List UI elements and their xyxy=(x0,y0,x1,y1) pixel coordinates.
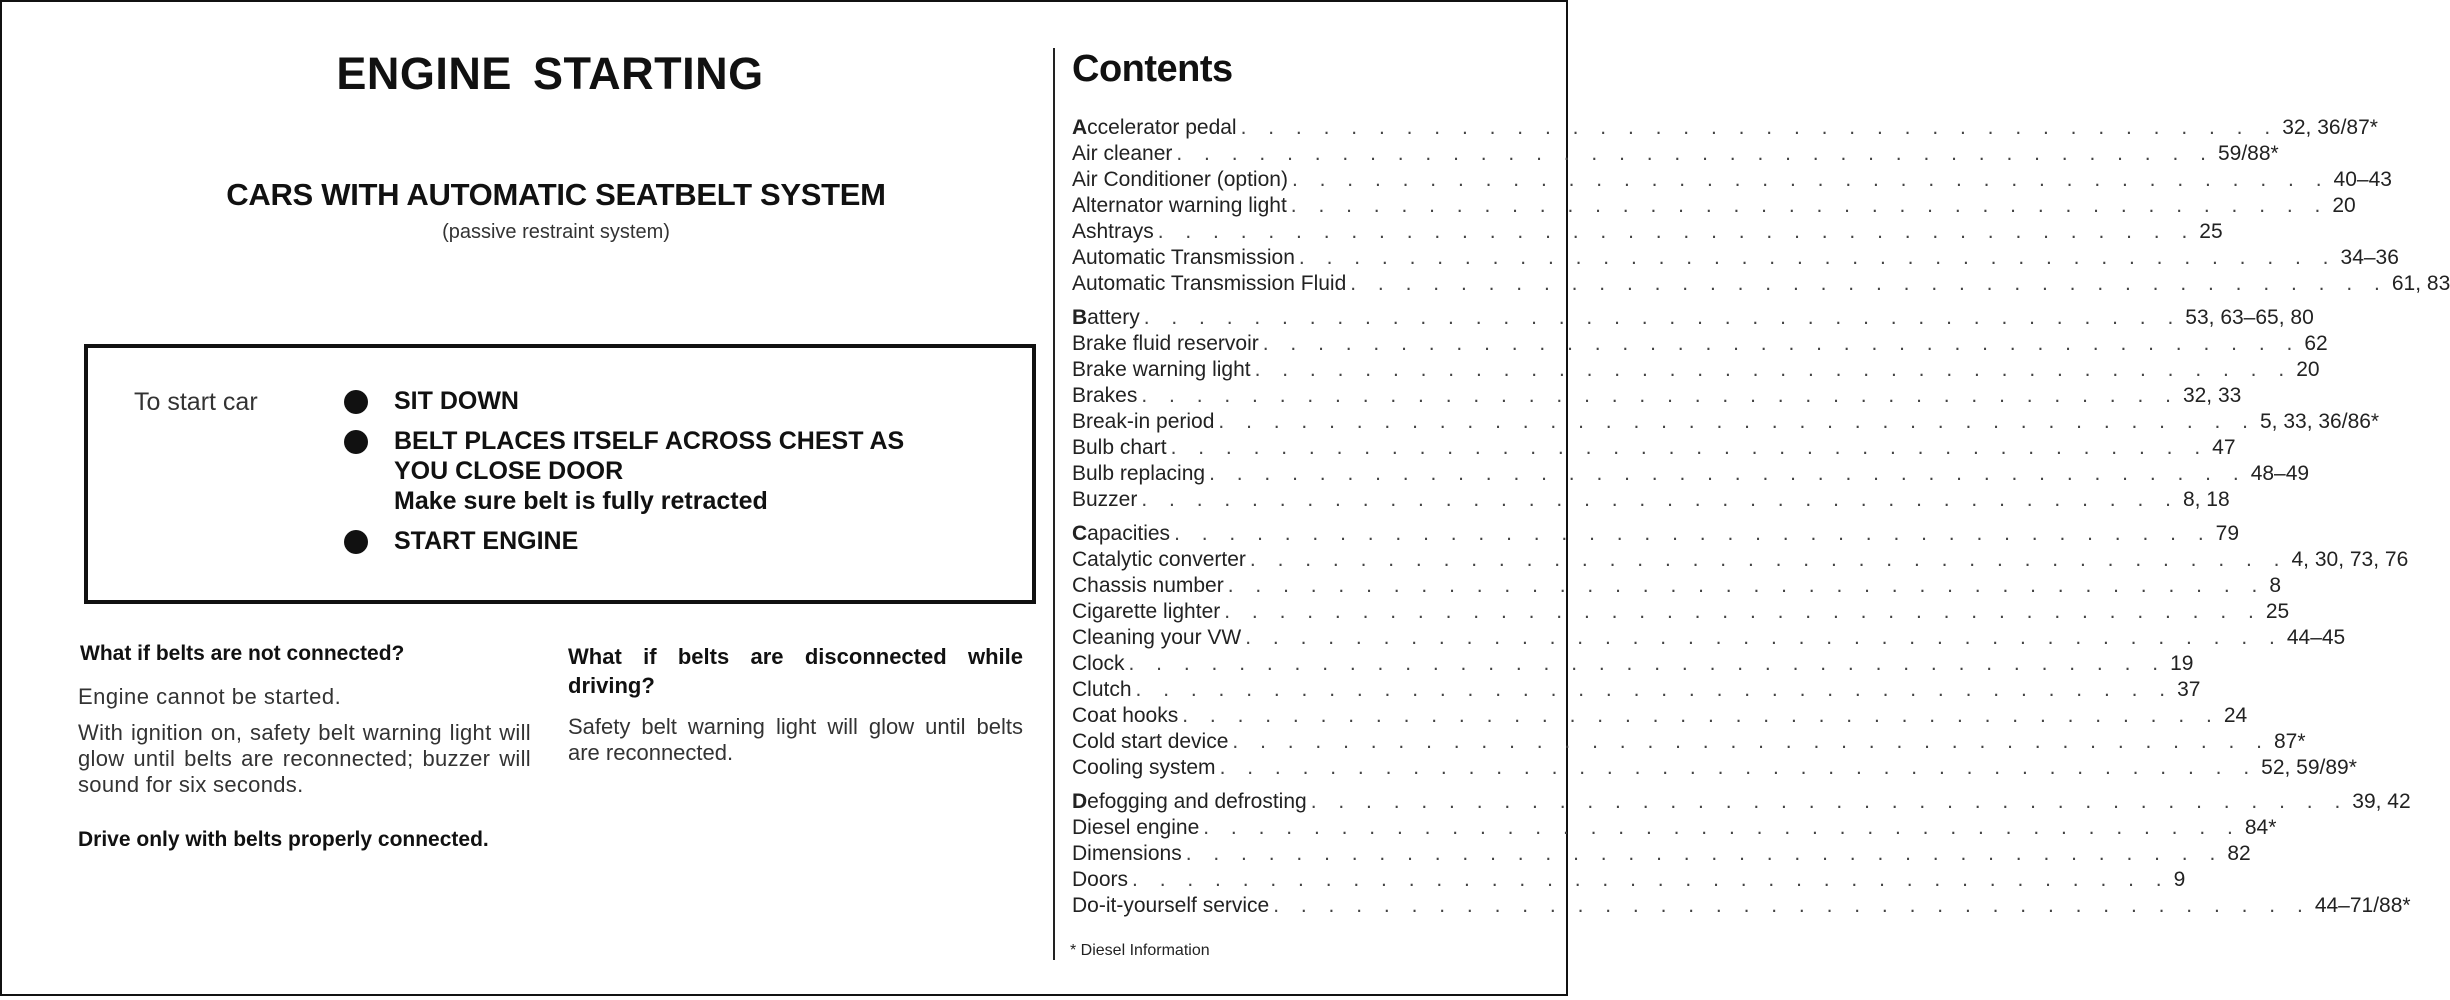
entry-pages: 8 xyxy=(2269,574,2282,597)
leader-dots: . . . . . . . . . . . . . . . . . . . . . . . . . . . . . . . . . . . . . . xyxy=(1218,410,2256,433)
leader-dots: . . . . . . . . . . . . . . . . . . . . . . . . . . . . . . . . . . . . . . xyxy=(1254,358,2293,381)
start-step xyxy=(344,426,984,516)
entry-term: Automatic Transmission xyxy=(1072,246,1295,269)
entry-pages: 20 xyxy=(2332,194,2356,217)
contents-entry xyxy=(1072,704,2248,730)
leader-dots: . . . . . . . . . . . . . . . . . . . . . . . . . . . . . . . . . . . . . . xyxy=(1350,272,2388,295)
contents-entry xyxy=(1072,756,2357,782)
entry-term: Ashtrays xyxy=(1072,220,1154,243)
step-text: SIT DOWN xyxy=(394,387,519,415)
entry-term: Do-it-yourself service xyxy=(1072,894,1270,917)
contents-entry xyxy=(1072,462,2310,488)
leader-dots: . . . . . . . . . . . . . . . . . . . . . . . . . . . . . . . . . . . . . . xyxy=(1262,332,2301,355)
contents-letter-group xyxy=(1072,116,2450,298)
leader-dots: . . . . . . . . . . . . . . . . . . . . . . . . . . . . . . . . . . . . . . xyxy=(1227,574,2266,597)
entry-term: Dimensions xyxy=(1072,842,1182,865)
entry-term: Accelerator pedal xyxy=(1072,116,1237,139)
entry-term: Battery xyxy=(1072,306,1140,329)
contents-entry xyxy=(1072,168,2392,194)
entry-term: Cold start device xyxy=(1072,730,1229,753)
entry-pages: 24 xyxy=(2223,704,2248,727)
leader-dots: . . . . . . . . . . . . . . . . . . . . . . . . . . . . . . . . . . . . . . xyxy=(1290,194,2329,217)
entry-term: Break-in period xyxy=(1072,410,1215,433)
entry-pages: 40–43 xyxy=(2333,168,2392,191)
entry-term: Buzzer xyxy=(1072,488,1138,511)
step-text: BELT PLACES ITSELF ACROSS CHEST AS xyxy=(394,427,905,455)
leader-dots: . . . . . . . . . . . . . . . . . . . . . . . . . . . . . . . . . . . . . . xyxy=(1310,790,2349,813)
page-title: ENGINE STARTING xyxy=(336,48,764,99)
entry-term: Brake fluid reservoir xyxy=(1072,332,1259,355)
contents-entry xyxy=(1072,600,2290,626)
entry-term: Chassis number xyxy=(1072,574,1224,597)
contents-entry xyxy=(1072,548,2409,574)
entry-pages: 84* xyxy=(2244,816,2277,839)
leader-dots: . . . . . . . . . . . . . . . . . . . . . . . . . . . . . . . . . . . . . . xyxy=(1132,868,2170,891)
entry-pages: 32, 33 xyxy=(2182,384,2242,407)
contents-entry xyxy=(1072,272,2450,298)
contents-entry xyxy=(1072,868,2186,894)
entry-term: Alternator warning light xyxy=(1072,194,1287,217)
start-instructions-box xyxy=(84,344,1036,604)
leader-dots: . . . . . . . . . . . . . . . . . . . . . . . . . . . . . . . . . . . . . . xyxy=(1135,678,2174,701)
contents-entry xyxy=(1072,678,2201,704)
entry-pages: 52, 59/89* xyxy=(2261,756,2357,779)
entry-term: Doors xyxy=(1072,868,1129,891)
step-text: START ENGINE xyxy=(394,527,579,555)
leader-dots: . . . . . . . . . . . . . . . . . . . . . . . . . . . . . . . . . . . . . . xyxy=(1219,756,2258,779)
entry-pages: 4, 30, 73, 76 xyxy=(2291,548,2409,571)
leader-dots: . . . . . . . . . . . . . . . . . . . . . . . . . . . . . . . . . . . . . . xyxy=(1273,894,2311,917)
leader-dots: . . . . . . . . . . . . . . . . . . . . . . . . . . . . . . . . . . . . . . xyxy=(1174,522,2212,545)
leader-dots: . . . . . . . . . . . . . . . . . . . . . . . . . . . . . . . . . . . . . . xyxy=(1185,842,2224,865)
contents-entry xyxy=(1072,842,2251,868)
contents-entry xyxy=(1072,194,2356,220)
answer-not-connected-2: With ignition on, safety belt warning light will glow until belts are reconnected; buzzer will sound for six seconds. xyxy=(78,720,531,797)
start-step xyxy=(344,526,984,556)
leader-dots: . . . . . . . . . . . . . . . . . . . . . . . . . . . . . . . . . . . . . . xyxy=(1209,462,2247,485)
leader-dots: . . . . . . . . . . . . . . . . . . . . . . . . . . . . . . . . . . . . . . xyxy=(1176,142,2214,165)
section-subtitle-note: (passive restraint system) xyxy=(442,221,670,243)
contents-entry xyxy=(1072,626,2346,652)
contents-entry xyxy=(1072,116,2378,142)
contents-entry xyxy=(1072,358,2320,384)
entry-pages: 25 xyxy=(2199,220,2223,243)
column-divider xyxy=(1053,48,1055,960)
start-step xyxy=(344,386,984,416)
entry-pages: 82 xyxy=(2227,842,2251,865)
leader-dots: . . . . . . . . . . . . . . . . . . . . . . . . . . . . . . . . . . . . . . xyxy=(1170,436,2209,459)
engine-starting-section xyxy=(0,0,1050,1000)
question-not-connected: What if belts are not connected? xyxy=(80,642,405,665)
answer-disconnected-driving: Safety belt warning light will glow until belts are reconnected. xyxy=(568,714,1023,765)
entry-term: Cooling system xyxy=(1072,756,1216,779)
entry-term: Capacities xyxy=(1072,522,1171,545)
answer-not-connected-1: Engine cannot be started. xyxy=(78,684,342,709)
contents-entry xyxy=(1072,332,2328,358)
entry-pages: 39, 42 xyxy=(2352,790,2411,813)
step-text: YOU CLOSE DOOR xyxy=(394,457,624,485)
leader-dots: . . . . . . . . . . . . . . . . . . . . . . . . . . . . . . . . . . . . . . xyxy=(1240,116,2279,139)
entry-term: Defogging and defrosting xyxy=(1072,790,1307,813)
contents-entry xyxy=(1072,574,2282,600)
entry-term: Diesel engine xyxy=(1072,816,1200,839)
leader-dots: . . . . . . . . . . . . . . . . . . . . . . . . . . . . . . . . . . . . . . xyxy=(1232,730,2270,753)
contents-entry xyxy=(1072,246,2399,272)
entry-term: Air cleaner xyxy=(1072,142,1173,165)
contents-letter-group xyxy=(1072,522,2409,782)
contents-entry xyxy=(1072,790,2411,816)
entry-pages: 44–71/88* xyxy=(2314,894,2411,917)
start-label: To start car xyxy=(134,388,258,416)
entry-term: Bulb chart xyxy=(1072,436,1167,459)
contents-index xyxy=(1072,116,2450,928)
contents-entry xyxy=(1072,436,2236,462)
entry-term: Air Conditioner (option) xyxy=(1072,168,1288,191)
leader-dots: . . . . . . . . . . . . . . . . . . . . . . . . . . . . . . . . . . . . . . xyxy=(1141,384,2179,407)
entry-pages: 32, 36/87* xyxy=(2282,116,2378,139)
contents-entry xyxy=(1072,652,2194,678)
entry-term: Clutch xyxy=(1072,678,1132,701)
entry-term: Bulb replacing xyxy=(1072,462,1206,485)
leader-dots: . . . . . . . . . . . . . . . . . . . . . . . . . . . . . . . . . . . . . . xyxy=(1182,704,2220,727)
entry-pages: 9 xyxy=(2173,868,2186,891)
entry-pages: 48–49 xyxy=(2250,462,2310,485)
leader-dots: . . . . . . . . . . . . . . . . . . . . . . . . . . . . . . . . . . . . . . xyxy=(1157,220,2196,243)
entry-pages: 34–36 xyxy=(2340,246,2399,269)
entry-pages: 47 xyxy=(2212,436,2236,459)
contents-entry xyxy=(1072,220,2223,246)
leader-dots: . . . . . . . . . . . . . . . . . . . . . . . . . . . . . . . . . . . . . . xyxy=(1143,306,2182,329)
contents-entry xyxy=(1072,816,2277,842)
diesel-footnote: * Diesel Information xyxy=(1070,942,1210,959)
entry-pages: 79 xyxy=(2215,522,2240,545)
entry-term: Catalytic converter xyxy=(1072,548,1246,571)
leader-dots: . . . . . . . . . . . . . . . . . . . . . . . . . . . . . . . . . . . . . . xyxy=(1203,816,2241,839)
contents-entry xyxy=(1072,142,2279,168)
entry-pages: 5, 33, 36/86* xyxy=(2260,410,2380,433)
leader-dots: . . . . . . . . . . . . . . . . . . . . . . . . . . . . . . . . . . . . . . xyxy=(1128,652,2167,675)
entry-pages: 59/88* xyxy=(2217,142,2279,165)
entry-term: Coat hooks xyxy=(1072,704,1179,727)
entry-pages: 61, 83 xyxy=(2391,272,2450,295)
drive-warning: Drive only with belts properly connected. xyxy=(78,828,489,851)
step-note: Make sure belt is fully retracted xyxy=(394,487,768,515)
entry-term: Cleaning your VW xyxy=(1072,626,1242,649)
leader-dots: . . . . . . . . . . . . . . . . . . . . . . . . . . . . . . . . . . . . . . xyxy=(1249,548,2288,571)
entry-pages: 8, 18 xyxy=(2182,488,2230,511)
entry-term: Automatic Transmission Fluid xyxy=(1072,272,1347,295)
contents-entry xyxy=(1072,522,2240,548)
contents-entry xyxy=(1072,730,2306,756)
contents-letter-group xyxy=(1072,306,2380,514)
leader-dots: . . . . . . . . . . . . . . . . . . . . . . . . . . . . . . . . . . . . . . xyxy=(1141,488,2179,511)
entry-term: Brake warning light xyxy=(1072,358,1251,381)
question-disconnected-driving: What if belts are disconnected while driving? xyxy=(568,644,1023,698)
entry-term: Cigarette lighter xyxy=(1072,600,1221,623)
bullet-icon xyxy=(344,530,368,554)
entry-pages: 53, 63–65, 80 xyxy=(2185,306,2314,329)
entry-pages: 37 xyxy=(2177,678,2201,701)
entry-pages: 87* xyxy=(2274,730,2306,753)
leader-dots: . . . . . . . . . . . . . . . . . . . . . . . . . . . . . . . . . . . . . . xyxy=(1245,626,2283,649)
entry-term: Brakes xyxy=(1072,384,1138,407)
entry-pages: 62 xyxy=(2304,332,2328,355)
leader-dots: . . . . . . . . . . . . . . . . . . . . . . . . . . . . . . . . . . . . . . xyxy=(1224,600,2262,623)
start-steps-list xyxy=(344,386,984,566)
entry-pages: 19 xyxy=(2170,652,2194,675)
contents-entry xyxy=(1072,384,2242,410)
entry-pages: 25 xyxy=(2265,600,2290,623)
entry-pages: 44–45 xyxy=(2286,626,2346,649)
leader-dots: . . . . . . . . . . . . . . . . . . . . . . . . . . . . . . . . . . . . . . xyxy=(1298,246,2337,269)
contents-entry xyxy=(1072,488,2230,514)
entry-pages: 20 xyxy=(2296,358,2320,381)
entry-term: Clock xyxy=(1072,652,1125,675)
leader-dots: . . . . . . . . . . . . . . . . . . . . . . . . . . . . . . . . . . . . . . xyxy=(1291,168,2330,191)
contents-entry xyxy=(1072,306,2314,332)
contents-letter-group xyxy=(1072,790,2411,920)
contents-entry xyxy=(1072,894,2411,920)
contents-title: Contents xyxy=(1072,48,1233,90)
contents-entry xyxy=(1072,410,2380,436)
bullet-icon xyxy=(344,430,368,454)
section-subtitle: CARS WITH AUTOMATIC SEATBELT SYSTEM xyxy=(226,177,886,212)
bullet-icon xyxy=(344,390,368,414)
